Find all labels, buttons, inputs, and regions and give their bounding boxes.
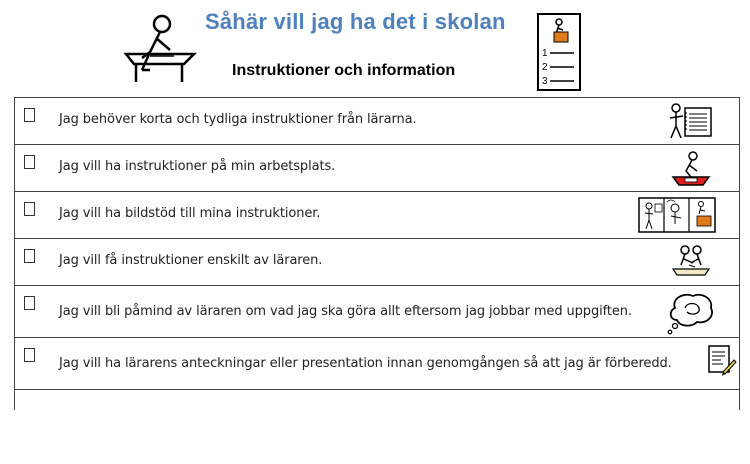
thought-bubble-icon xyxy=(665,290,717,341)
row-text: Jag vill bli påmind av läraren om vad jag ska göra allt eftersom jag jobbar med uppgiften. xyxy=(59,304,632,319)
table-row xyxy=(15,192,739,239)
checklist-table xyxy=(14,97,740,410)
checklist-number-3: 3 xyxy=(542,76,548,87)
checklist-number-2: 2 xyxy=(542,62,548,73)
row-text: Jag vill ha bildstöd till mina instruktioner. xyxy=(59,206,321,221)
checklist-number-1: 1 xyxy=(542,48,548,59)
row-checkbox[interactable] xyxy=(24,296,35,310)
picture-schedule-icon xyxy=(637,196,717,239)
table-row xyxy=(15,286,739,338)
page-subtitle: Instruktioner och information xyxy=(232,62,456,79)
row-checkbox[interactable] xyxy=(24,155,35,169)
table-row xyxy=(15,338,739,390)
numbered-checklist-icon xyxy=(536,12,582,97)
page-title: Såhär vill jag ha det i skolan xyxy=(205,9,506,34)
notes-with-pencil-icon xyxy=(707,342,737,383)
table-row xyxy=(15,98,739,145)
row-text: Jag vill få instruktioner enskilt av läraren. xyxy=(59,253,323,268)
student-writing-at-desk-icon xyxy=(120,12,200,89)
row-checkbox[interactable] xyxy=(24,348,35,362)
table-row xyxy=(15,239,739,286)
row-checkbox[interactable] xyxy=(24,249,35,263)
student-at-workplace-icon xyxy=(671,149,711,194)
row-text: Jag vill ha instruktioner på min arbetsplats. xyxy=(59,159,336,174)
row-checkbox[interactable] xyxy=(24,108,35,122)
row-checkbox[interactable] xyxy=(24,202,35,216)
teacher-and-student-icon xyxy=(671,243,711,288)
page-header xyxy=(0,0,750,96)
row-text: Jag behöver korta och tydliga instruktioner från lärarna. xyxy=(59,112,417,127)
table-row xyxy=(15,145,739,192)
table-row-empty xyxy=(15,390,739,410)
row-text: Jag vill ha lärarens anteckningar eller presentation innan genomgången så att jag är förberedd. xyxy=(59,356,672,371)
teacher-at-board-icon xyxy=(667,102,715,147)
